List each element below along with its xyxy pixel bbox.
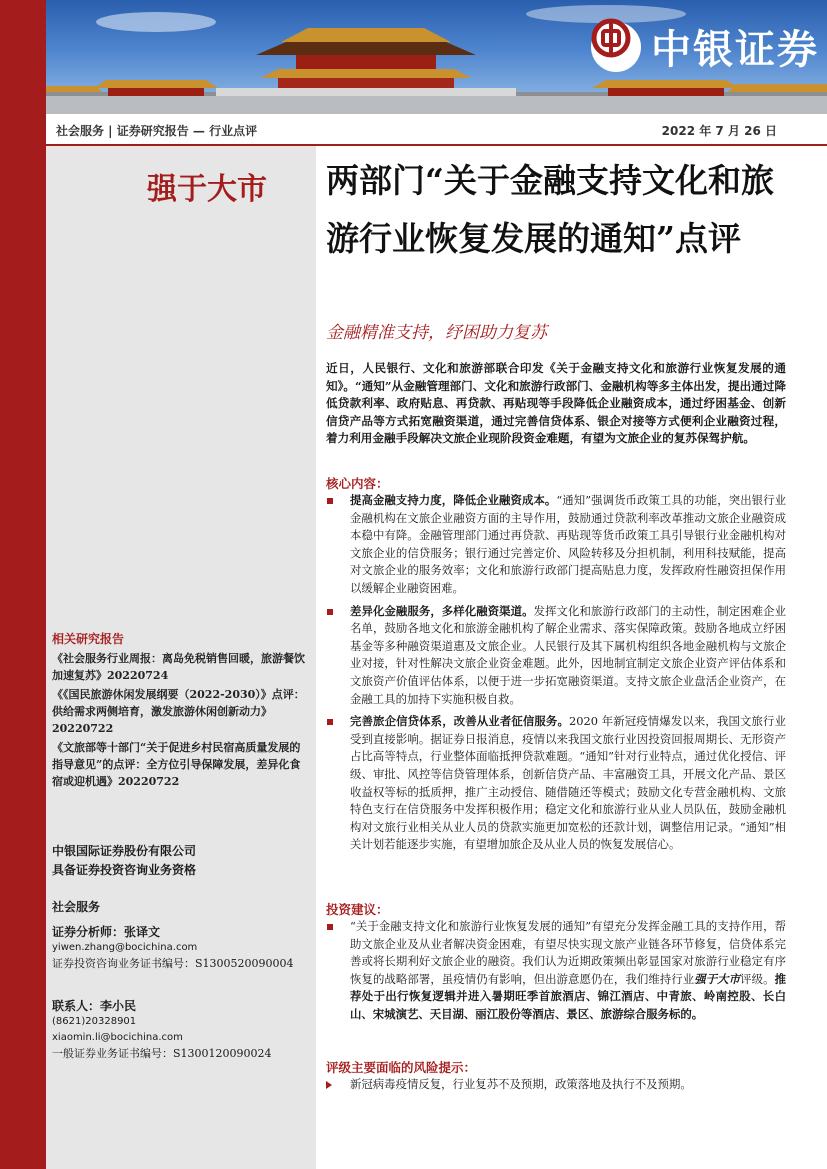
advice-body: “关于金融支持文化和旅游行业恢复发展的通知”有望充分发挥金融工具的支持作用，帮助文旅企业及从业者解决资金困难，有望尽快实现文旅产业链各环节修复，信贷体系完善或将长期利好文旅企业的融资。我们认为近期政策频出彰显国家对旅游行业稳定有序恢复的战略部署，虽疫情仍有影响，但出游意愿仍在，我们维持行业 — [350, 919, 786, 986]
breadcrumb: 社会服务 | 证券研究报告 — 行业点评 — [56, 124, 258, 138]
core-item-lead: 差异化金融服务，多样化融资渠道。 — [350, 603, 534, 618]
core-content-title: 核心内容： — [326, 476, 389, 491]
core-item-body: 2020 年新冠疫情爆发以来，我国文旅行业受到直接影响。据证券日报消息，疫情以来我国文旅行业因投资回报周期长、无形资产占比高等特点，行业整体面临抵押贷款难题。“通知”针对行业特点，通过优化授信、评级、审批、风控等信贷管理体系，创新信贷产品、丰富融资工具，开展文化产品、景区收益权等标的抵质押，推广主动授信、随借随还等模式；鼓励文化专营金融机构、文旅特色支行在信贷服务中发挥积极作用；稳定文化和旅游行业从业人员队伍，鼓励金融机构对文旅行业相关从业人员的贷款实施更加宽松的还款计划，调整信用记录。“通知”相关计划若能逐步实施，有望增加旅企及从业人员的恢复发展信心。 — [350, 714, 786, 852]
risk-title: 评级主要面临的风险提示： — [326, 1060, 477, 1075]
company-info — [52, 842, 308, 880]
square-bullet-icon — [327, 609, 333, 615]
core-item — [326, 492, 786, 598]
analyst-email[interactable]: yiwen.zhang@bocichina.com — [52, 942, 198, 953]
core-item — [326, 603, 786, 709]
report-date: 2022 年 7 月 26 日 — [661, 124, 777, 138]
advice-recommend: 推荐处于出行恢复逻辑并进入暑期旺季首旅酒店、锦江酒店、中青旅、岭南控股、长白山、宋城演艺、天目湖、丽江股份等酒店、景区、旅游综合服务标的。 — [350, 971, 786, 1021]
contact-license: 一般证券业务证书编号：S1300120090024 — [52, 1047, 272, 1060]
core-item-lead: 提高金融支持力度，降低企业融资成本。 — [350, 493, 557, 507]
core-content-list — [326, 492, 786, 859]
related-report-item[interactable]: 《《国民旅游休闲发展纲要（2022-2030）》点评：供给需求两侧培育，激发旅游休闲创新动力》20220722 — [52, 688, 305, 735]
risk-list — [326, 1076, 786, 1099]
risk-body: 新冠病毒疫情反复，行业复苏不及预期，政策落地及执行不及预期。 — [350, 1077, 692, 1091]
contact-phone: (8621)20328901 — [52, 1016, 137, 1027]
contact-name: 联系人：李小民 — [52, 999, 137, 1013]
core-item-body: “通知”强调货币政策工具的功能，突出银行业金融机构在文旅企业融资方面的主导作用，鼓励通过贷款利率改革推动文旅企业融资成本稳中有降。金融管理部门通过再贷款、再贴现等货币政策工具引导银行业金融机构对文旅企业的信贷服务；银行通过完善定价、风险转移及分担机制，利用科技赋能，提高对文旅企业的服务效率；文化和旅游行政部门提高贴息力度，发挥政府性融资担保作用以缓解企业融资困难。 — [350, 493, 786, 595]
related-report-item[interactable]: 《社会服务行业周报：离岛免税销售回暖，旅游餐饮加速复苏》20220724 — [52, 652, 305, 682]
logo-text: 中银证券 — [651, 27, 819, 73]
related-reports-list — [52, 650, 308, 792]
advice-mid: 评级。 — [740, 971, 775, 986]
core-item-lead: 完善旅企信贷体系，改善从业者征信服务。 — [350, 714, 569, 729]
related-reports-title: 相关研究报告 — [52, 632, 125, 646]
contact-info — [52, 998, 308, 1062]
triangle-bullet-icon — [326, 1081, 332, 1089]
contact-email[interactable]: xiaomin.li@bocichina.com — [52, 1032, 183, 1043]
sidebar — [46, 146, 316, 1169]
report-headline: 两部门“关于金融支持文化和旅游行业恢复发展的通知”点评 — [326, 161, 774, 258]
analyst-name: 证券分析师：张译文 — [52, 925, 161, 939]
investment-advice-title: 投资建议： — [326, 902, 389, 917]
report-subtitle: 金融精准支持，纾困助力复苏 — [326, 323, 547, 343]
intro-paragraph: 近日，人民银行、文化和旅游部联合印发《关于金融支持文化和旅游行业恢复发展的通知》。“通知”从金融管理部门、文化和旅游行政部门、金融机构等多主体出发，提出通过降低贷款利率、政府贴息、再贷款、再贴现等手段降低企业融资成本，通过纾困基金、创新信贷产品等方式拓宽融资渠道，通过完善信贷体系、银企对接等方式便利企业融资过程，着力利用金融手段解决文旅企业现阶段资金难题，有望为文旅企业的复苏保驾护航。 — [326, 361, 786, 445]
square-bullet-icon — [327, 719, 333, 725]
analyst-info — [52, 924, 308, 972]
company-qualification: 具备证券投资咨询业务资格 — [52, 863, 197, 877]
square-bullet-icon — [327, 924, 333, 930]
analyst-license: 证券投资咨询业务证书编号：S1300520090004 — [52, 957, 294, 970]
risk-item — [326, 1076, 786, 1094]
company-name: 中银国际证券股份有限公司 — [52, 844, 197, 858]
boc-emblem-icon — [591, 22, 641, 72]
core-item — [326, 713, 786, 854]
industry-rating: 强于大市 — [147, 172, 267, 207]
advice-rating: 强于大市 — [694, 971, 741, 986]
header-banner — [46, 0, 827, 114]
core-item-body: 发挥文化和旅游行政部门的主动性，制定困难企业名单，鼓励各地文化和旅游金融机构了解企业需求、落实保障政策。鼓励各地成立纾困基金等多种融资渠道惠及文旅企业。人民银行及其下属机构组织各地金融机构与文旅企业对接，针对性解决文旅企业资金难题。此外，因地制宜制定文旅企业资产评估体系和文旅资产价值评估体系，以便于进一步拓宽融资渠道。支持文旅企业盘活企业资产，在金融工具的加持下实施积极自救。 — [350, 603, 786, 706]
left-red-bar — [0, 0, 46, 1169]
advice-item — [326, 918, 786, 1024]
company-logo — [591, 18, 819, 75]
related-report-item[interactable]: 《文旅部等十部门“关于促进乡村民宿高质量发展的指导意见”的点评：全方位引导保障发展，差异化食宿或迎机遇》20220722 — [52, 741, 301, 788]
investment-advice-list — [326, 918, 786, 1029]
square-bullet-icon — [327, 498, 333, 504]
report-info-bar — [46, 114, 827, 146]
department: 社会服务 — [52, 900, 101, 914]
